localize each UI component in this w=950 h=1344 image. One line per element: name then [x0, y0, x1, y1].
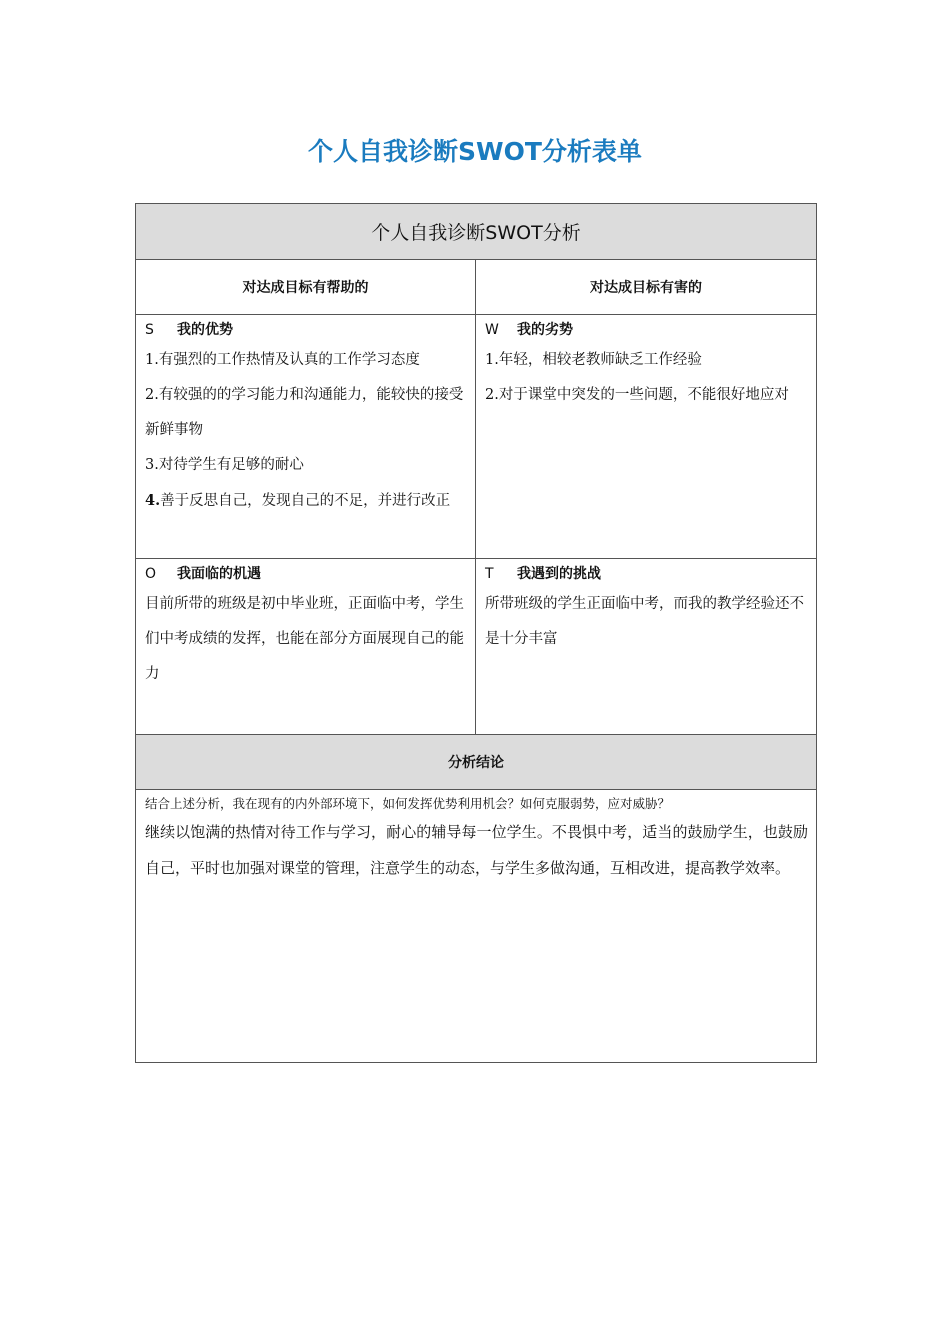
threats-label: 我遇到的挑战 — [517, 566, 601, 582]
strengths-letter: S — [145, 322, 154, 338]
opportunities-letter: O — [145, 566, 157, 582]
strength-item: 3.对待学生有足够的耐心 — [145, 457, 304, 473]
threats-letter: T — [485, 566, 494, 582]
threats-cell — [476, 559, 817, 735]
opportunities-text: 目前所带的班级是初中毕业班，正面临中考，学生们中考成绩的发挥，也能在部分方面展现自己的能力 — [145, 596, 464, 682]
conclusion-header: 分析结论 — [136, 735, 817, 790]
weaknesses-letter: W — [485, 322, 499, 338]
strength-item: 1.有强烈的工作热情及认真的工作学习态度 — [145, 352, 420, 368]
conclusion-cell — [136, 790, 817, 1063]
conclusion-question: 结合上述分析，我在现有的内外部环境下，如何发挥优势利用机会？如何克服弱势，应对威胁？ — [145, 796, 671, 811]
strengths-heading — [145, 319, 467, 341]
opportunities-heading — [145, 563, 467, 585]
opportunities-cell — [136, 559, 476, 735]
threats-text: 所带班级的学生正面临中考，而我的教学经验还不是十分丰富 — [485, 596, 804, 647]
strength-item: 4.善于反思自己，发现自己的不足，并进行改正 — [145, 492, 451, 509]
swot-table — [135, 203, 817, 1063]
table-title: 个人自我诊断SWOT分析 — [136, 204, 817, 260]
weaknesses-cell — [476, 315, 817, 559]
weaknesses-heading — [485, 319, 808, 341]
opportunities-label: 我面临的机遇 — [177, 566, 261, 582]
helpful-header: 对达成目标有帮助的 — [136, 260, 476, 315]
strength-item: 2.有较强的的学习能力和沟通能力，能较快的接受新鲜事物 — [145, 387, 464, 438]
weaknesses-label: 我的劣势 — [517, 322, 573, 338]
document-title: 个人自我诊断SWOT分析表单 — [308, 137, 642, 166]
conclusion-text: 继续以饱满的热情对待工作与学习，耐心的辅导每一位学生。不畏惧中考，适当的鼓励学生，也鼓励自己，平时也加强对课堂的管理，注意学生的动态，与学生多做沟通，互相改进，提高教学效率。 — [145, 823, 809, 877]
harmful-header: 对达成目标有害的 — [476, 260, 817, 315]
strengths-label: 我的优势 — [177, 322, 233, 338]
weakness-item: 1.年轻，相较老教师缺乏工作经验 — [485, 352, 702, 368]
threats-heading — [485, 563, 808, 585]
strengths-cell — [136, 315, 476, 559]
weakness-item: 2.对于课堂中突发的一些问题，不能很好地应对 — [485, 387, 789, 403]
